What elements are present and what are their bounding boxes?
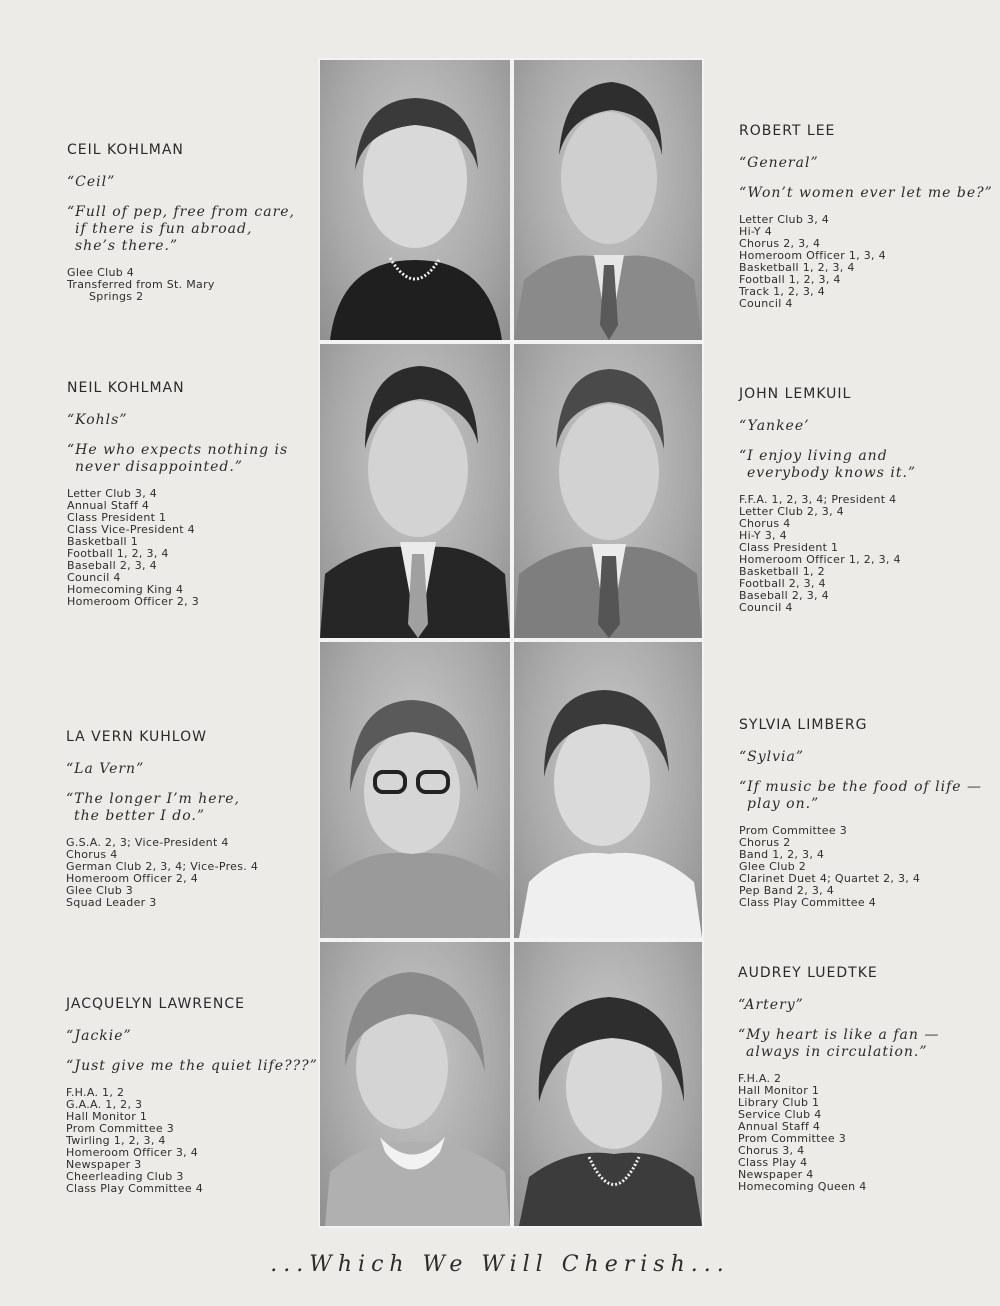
activity-list — [66, 837, 316, 909]
student-quote — [739, 185, 993, 202]
quote-line: play on.” — [747, 796, 820, 812]
activity-item: Track 1, 2, 3, 4 — [739, 285, 826, 298]
activity-item: Council 4 — [739, 297, 793, 310]
activity-item: Glee Club 3 — [66, 884, 134, 897]
activity-item: Hall Monitor 1 — [66, 1110, 148, 1123]
activity-list — [66, 1087, 316, 1195]
student-name: JACQUELYN LAWRENCE — [66, 996, 245, 1012]
activity-item: Basketball 1, 2, 3, 4 — [739, 261, 855, 274]
activity-list — [739, 825, 989, 909]
activity-item: Glee Club 2 — [739, 860, 807, 873]
portrait-la-vern-kuhlow — [320, 642, 510, 938]
activity-item: Letter Club 3, 4 — [67, 487, 158, 500]
student-nickname: “General” — [739, 155, 819, 171]
activity-item: Class President 1 — [67, 511, 167, 524]
activity-item: Squad Leader 3 — [66, 896, 157, 909]
activity-item: Class Vice-President 4 — [67, 523, 195, 536]
activity-item: Prom Committee 3 — [739, 824, 848, 837]
activity-list — [67, 267, 317, 303]
student-john-lemkuil — [739, 386, 989, 614]
activity-item: Letter Club 2, 3, 4 — [739, 505, 844, 518]
quote-line: if there is fun abroad, — [75, 221, 253, 237]
student-name: CEIL KOHLMAN — [67, 142, 184, 158]
page-footer: ...Which We Will Cherish... — [270, 1252, 730, 1277]
student-quote — [738, 1027, 988, 1061]
student-nickname: “Ceil” — [67, 174, 116, 190]
activity-item: Class President 1 — [739, 541, 839, 554]
student-name: NEIL KOHLMAN — [67, 380, 185, 396]
student-audrey-luedtke — [738, 965, 988, 1193]
activity-item: Band 1, 2, 3, 4 — [739, 848, 825, 861]
portrait-robert-lee — [514, 60, 702, 340]
quote-line: she’s there.” — [75, 238, 179, 254]
activity-item: F.H.A. 1, 2 — [66, 1086, 125, 1099]
student-neil-kohlman — [67, 380, 317, 608]
activity-item: Football 1, 2, 3, 4 — [739, 273, 841, 286]
activity-item: Prom Committee 3 — [66, 1122, 175, 1135]
activity-item: Basketball 1 — [67, 535, 139, 548]
activity-item: Chorus 2 — [739, 836, 791, 849]
student-nickname: “Kohls” — [67, 412, 128, 428]
activity-item: Football 1, 2, 3, 4 — [67, 547, 169, 560]
activity-item: Twirling 1, 2, 3, 4 — [66, 1134, 166, 1147]
student-quote — [67, 204, 317, 255]
activity-item: Cheerleading Club 3 — [66, 1170, 184, 1183]
student-jacquelyn-lawrence — [66, 996, 316, 1195]
quote-line: never disappointed.” — [75, 459, 243, 475]
activity-item: Newspaper 3 — [66, 1158, 142, 1171]
student-ceil-kohlman — [67, 142, 317, 303]
activity-item: G.S.A. 2, 3; Vice-President 4 — [66, 836, 229, 849]
portrait-jacquelyn-lawrence — [320, 942, 510, 1226]
student-quote — [66, 791, 316, 825]
activity-item: Homecoming King 4 — [67, 583, 184, 596]
activity-item: Class Play Committee 4 — [66, 1182, 204, 1195]
student-quote — [739, 779, 989, 813]
student-nickname: “Yankee’ — [739, 418, 810, 434]
activity-item: Homeroom Officer 2, 4 — [66, 872, 199, 885]
quote-line: the better I do.” — [74, 808, 206, 824]
activity-item: Clarinet Duet 4; Quartet 2, 3, 4 — [739, 872, 921, 885]
activity-item: Homeroom Officer 2, 3 — [67, 595, 200, 608]
quote-line: “Just give me the quiet life???” — [66, 1058, 318, 1074]
quote-line: “If music be the food of life — — [739, 779, 983, 795]
quote-line: “My heart is like a fan — — [738, 1027, 940, 1043]
activity-list — [739, 214, 989, 310]
activity-list — [738, 1073, 988, 1193]
activity-item: Chorus 4 — [739, 517, 791, 530]
activity-item: Library Club 1 — [738, 1096, 820, 1109]
student-la-vern-kuhlow — [66, 729, 316, 909]
student-robert-lee — [739, 123, 993, 310]
student-nickname: “Sylvia” — [739, 749, 805, 765]
quote-line: “The longer I’m here, — [66, 791, 240, 807]
student-quote — [66, 1058, 316, 1075]
student-name: SYLVIA LIMBERG — [739, 717, 868, 733]
activity-item: Pep Band 2, 3, 4 — [739, 884, 835, 897]
activity-item: Hall Monitor 1 — [738, 1084, 820, 1097]
activity-item: Homeroom Officer 3, 4 — [66, 1146, 199, 1159]
activity-item: Annual Staff 4 — [67, 499, 150, 512]
portrait-audrey-luedtke — [514, 942, 702, 1226]
student-name: AUDREY LUEDTKE — [738, 965, 878, 981]
activity-item: Hi-Y 4 — [739, 225, 773, 238]
activity-item: Basketball 1, 2 — [739, 565, 825, 578]
quote-line: “Full of pep, free from care, — [67, 204, 296, 220]
activity-item: Baseball 2, 3, 4 — [739, 589, 829, 602]
activity-item: Baseball 2, 3, 4 — [67, 559, 157, 572]
activity-item: Chorus 4 — [66, 848, 118, 861]
portrait-ceil-kohlman — [320, 60, 510, 340]
student-nickname: “Artery” — [738, 997, 804, 1013]
activity-item: Service Club 4 — [738, 1108, 822, 1121]
quote-line: “He who expects nothing is — [67, 442, 289, 458]
portrait-column — [318, 58, 704, 1228]
student-quote — [67, 442, 317, 476]
activity-list — [739, 494, 989, 614]
activity-item: Homecoming Queen 4 — [738, 1180, 867, 1193]
activity-item: Class Play 4 — [738, 1156, 808, 1169]
activity-item: Letter Club 3, 4 — [739, 213, 830, 226]
portrait-john-lemkuil — [514, 344, 702, 638]
activity-item: Football 2, 3, 4 — [739, 577, 826, 590]
activity-item: F.H.A. 2 — [738, 1072, 782, 1085]
activity-item: Annual Staff 4 — [738, 1120, 821, 1133]
activity-list — [67, 488, 317, 608]
quote-line: “Won’t women ever let me be?” — [739, 185, 993, 201]
quote-line: “I enjoy living and — [739, 448, 888, 464]
student-name: ROBERT LEE — [739, 123, 836, 139]
activity-item: German Club 2, 3, 4; Vice-Pres. 4 — [66, 860, 259, 873]
activity-item: Springs 2 — [89, 290, 144, 303]
activity-item: Council 4 — [67, 571, 121, 584]
activity-item: Transferred from St. Mary — [67, 278, 215, 291]
student-quote — [739, 448, 989, 482]
activity-item: Class Play Committee 4 — [739, 896, 877, 909]
activity-item: Chorus 3, 4 — [738, 1144, 805, 1157]
activity-item: Hi-Y 3, 4 — [739, 529, 787, 542]
student-nickname: “Jackie” — [66, 1028, 132, 1044]
student-sylvia-limberg — [739, 717, 989, 909]
activity-item: Prom Committee 3 — [738, 1132, 847, 1145]
activity-item: Council 4 — [739, 601, 793, 614]
portrait-neil-kohlman — [320, 344, 510, 638]
activity-item: Homeroom Officer 1, 3, 4 — [739, 249, 886, 262]
activity-item: F.F.A. 1, 2, 3, 4; President 4 — [739, 493, 897, 506]
student-nickname: “La Vern” — [66, 761, 145, 777]
portrait-sylvia-limberg — [514, 642, 702, 938]
activity-item: Homeroom Officer 1, 2, 3, 4 — [739, 553, 901, 566]
activity-item: Glee Club 4 — [67, 266, 135, 279]
quote-line: always in circulation.” — [746, 1044, 928, 1060]
student-name: JOHN LEMKUIL — [739, 386, 852, 402]
activity-item: Newspaper 4 — [738, 1168, 814, 1181]
quote-line: everybody knows it.” — [747, 465, 917, 481]
activity-item: G.A.A. 1, 2, 3 — [66, 1098, 143, 1111]
student-name: LA VERN KUHLOW — [66, 729, 207, 745]
activity-item: Chorus 2, 3, 4 — [739, 237, 821, 250]
